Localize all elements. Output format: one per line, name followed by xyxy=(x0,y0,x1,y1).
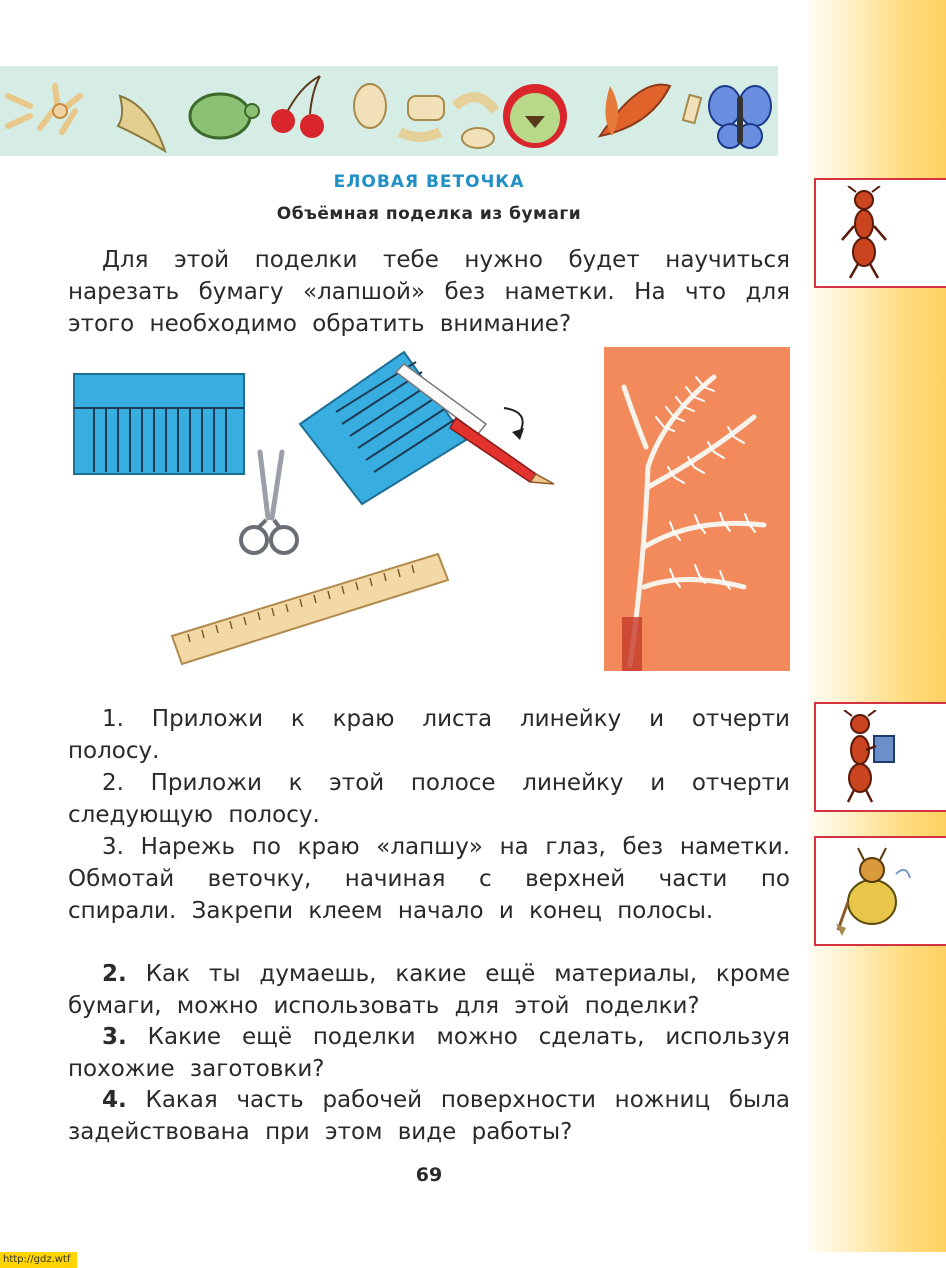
site-badge[interactable]: http://gdz.wtf xyxy=(0,1252,77,1268)
intro-text: Для этой поделки тебе нужно будет научиться нарезать бумагу «лапшой» без наметки. На что для этого необходимо обратить внимание? xyxy=(68,247,790,337)
question-text: Как ты думаешь, какие ещё материалы, кроме бумаги, можно использовать для этой поделки? xyxy=(68,961,790,1019)
step-number: 3. xyxy=(102,834,124,860)
beetle-icon xyxy=(834,844,914,940)
pencil-drawing-illustration xyxy=(296,348,558,508)
step-2 xyxy=(68,767,790,831)
step-1 xyxy=(68,703,790,767)
intro-paragraph xyxy=(68,244,790,340)
ant-icon xyxy=(834,186,894,282)
question-number: 4. xyxy=(102,1087,127,1113)
page-title: ЕЛОВАЯ ВЕТОЧКА xyxy=(333,172,525,192)
question-number: 3. xyxy=(102,1024,127,1050)
decorative-banner xyxy=(0,66,778,156)
step-text: Приложи к краю листа линейку и отчерти полосу. xyxy=(68,706,790,764)
question-text: Какая часть рабочей поверхности ножниц была задействована при этом виде работы? xyxy=(68,1087,790,1145)
step-number: 2. xyxy=(102,770,124,796)
step-text: Приложи к этой полосе линейку и отчерти следующую полосу. xyxy=(68,770,790,828)
step-text: Нарежь по краю «лапшу» на глаз, без наметки. Обмотай веточку, начиная с верхней части по спирали. Закрепи клеем начало и конец полосы. xyxy=(68,834,790,924)
ant-with-book-box xyxy=(814,702,946,812)
question-text: Какие ещё поделки можно сделать, используя похожие заготовки? xyxy=(68,1024,790,1082)
question-2 xyxy=(68,958,790,1022)
ruler-illustration xyxy=(168,550,452,672)
scissors-illustration xyxy=(238,448,300,560)
question-4 xyxy=(68,1084,790,1148)
ant-box xyxy=(814,178,946,288)
page-number: 69 xyxy=(415,1164,443,1186)
beetle-box xyxy=(814,836,946,946)
paper-strips-illustration xyxy=(72,372,247,477)
question-number: 2. xyxy=(102,961,127,987)
page-subtitle: Объёмная поделка из бумаги xyxy=(276,204,582,224)
question-3 xyxy=(68,1021,790,1085)
ant-with-book-icon xyxy=(834,710,904,806)
step-number: 1. xyxy=(102,706,124,732)
step-3 xyxy=(68,831,790,927)
fir-branch-photo xyxy=(604,347,790,671)
